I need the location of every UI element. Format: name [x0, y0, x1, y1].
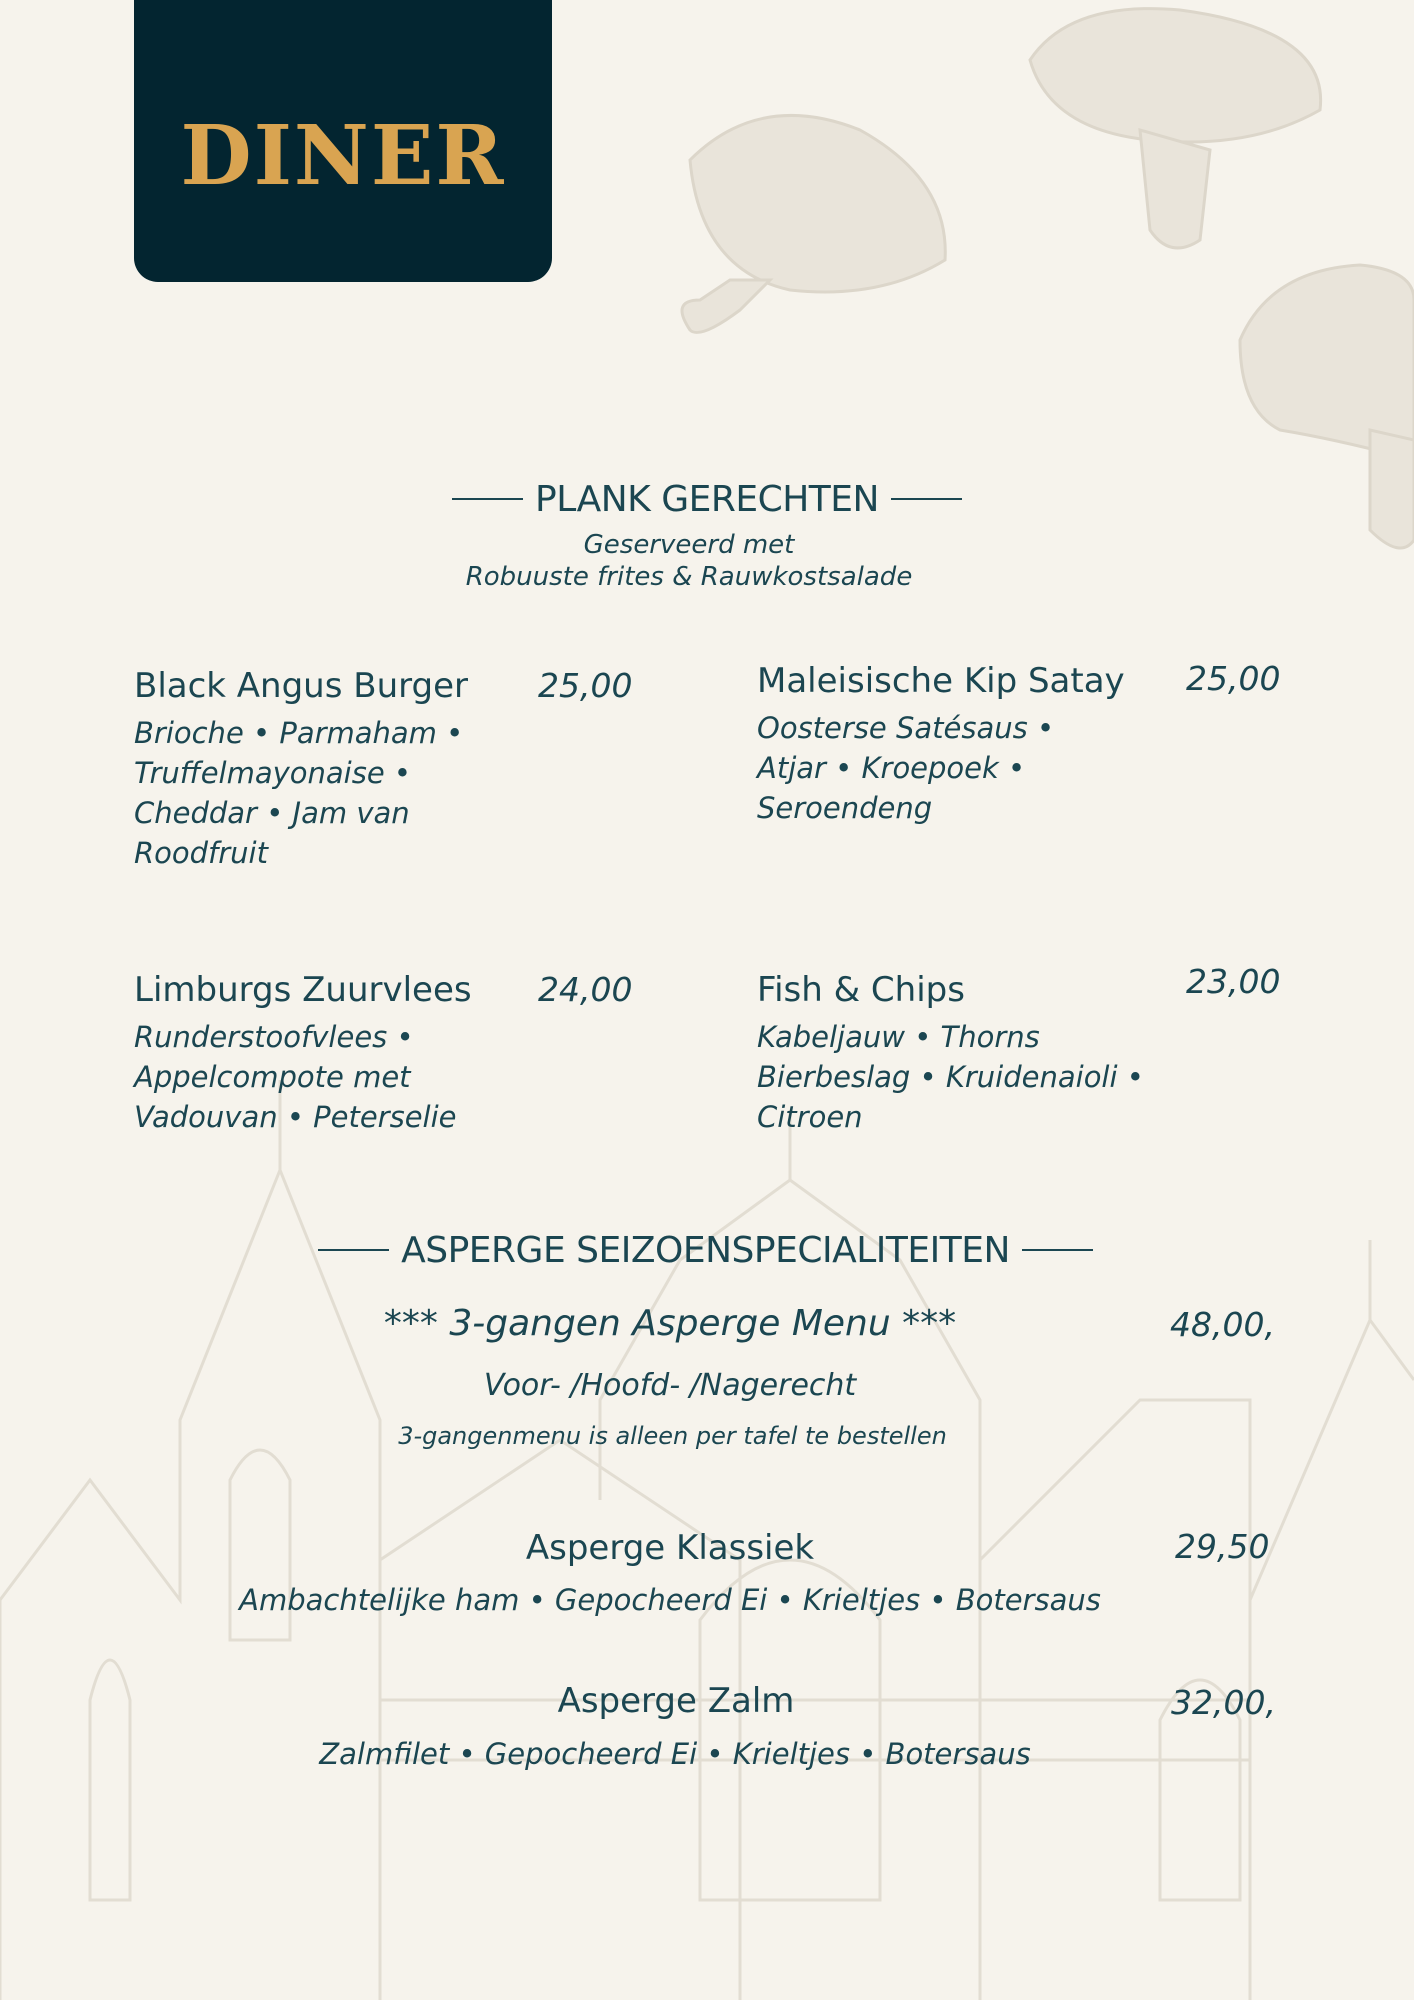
- menu-item-name: Fish & Chips: [757, 970, 965, 1010]
- section-subtitle-2: Robuuste frites & Rauwkostsalade: [465, 562, 913, 592]
- menu-item-description: Zalmfilet • Gepocheerd Ei • Krieltjes • Botersaus: [319, 1737, 1031, 1771]
- section-title: ASPERGE SEIZOENSPECIALITEITEN: [401, 1229, 1010, 1271]
- menu-item-description: Voor- /Hoofd- /Nagerecht: [483, 1368, 857, 1403]
- divider-right: [1022, 1249, 1093, 1251]
- menu-item-description: Brioche • Parmaham • Truffelmayonaise • Cheddar • Jam van Roodfruit: [134, 716, 464, 870]
- menu-item-description: Kabeljauw • Thorns Bierbeslag • Kruidenaioli • Citroen: [757, 1020, 1144, 1134]
- divider-right: [891, 498, 962, 500]
- menu-item-price: 24,00: [538, 970, 633, 1009]
- menu-item-description: Oosterse Satésaus • Atjar • Kroepoek • Seroendeng: [757, 711, 1055, 825]
- menu-item-name: Asperge Zalm: [557, 1681, 795, 1721]
- section-heading-plank: [452, 474, 962, 524]
- menu-item-name: Maleisische Kip Satay: [757, 661, 1125, 701]
- menu-item-price: 23,00: [1186, 962, 1281, 1001]
- menu-item-name: Limburgs Zuurvlees: [134, 970, 472, 1010]
- menu-item-price: 25,00: [538, 666, 633, 705]
- page-title: DINER: [180, 108, 506, 204]
- menu-item-name: *** 3-gangen Asperge Menu ***: [383, 1303, 957, 1344]
- menu-item-description: Runderstoofvlees • Appelcompote met Vadouvan • Peterselie: [134, 1020, 457, 1134]
- menu-item-description: Ambachtelijke ham • Gepocheerd Ei • Krieltjes • Botersaus: [239, 1583, 1101, 1617]
- menu-item-price: 48,00,: [1170, 1305, 1275, 1344]
- menu-note: 3-gangenmenu is alleen per tafel te bestellen: [398, 1422, 947, 1450]
- divider-left: [318, 1249, 389, 1251]
- menu-item-price: 25,00: [1186, 659, 1281, 698]
- menu-item-name: Asperge Klassiek: [525, 1528, 815, 1568]
- section-title: PLANK GERECHTEN: [535, 478, 879, 520]
- menu-item-price: 32,00,: [1171, 1683, 1276, 1722]
- section-subtitle-1: Geserveerd met: [583, 530, 795, 560]
- section-heading-asperge: [318, 1225, 1093, 1275]
- mushroom-illustration: [682, 9, 1414, 548]
- title-banner: [134, 0, 552, 282]
- divider-left: [452, 498, 523, 500]
- menu-item-name: Black Angus Burger: [134, 666, 468, 706]
- menu-item-price: 29,50: [1175, 1527, 1270, 1566]
